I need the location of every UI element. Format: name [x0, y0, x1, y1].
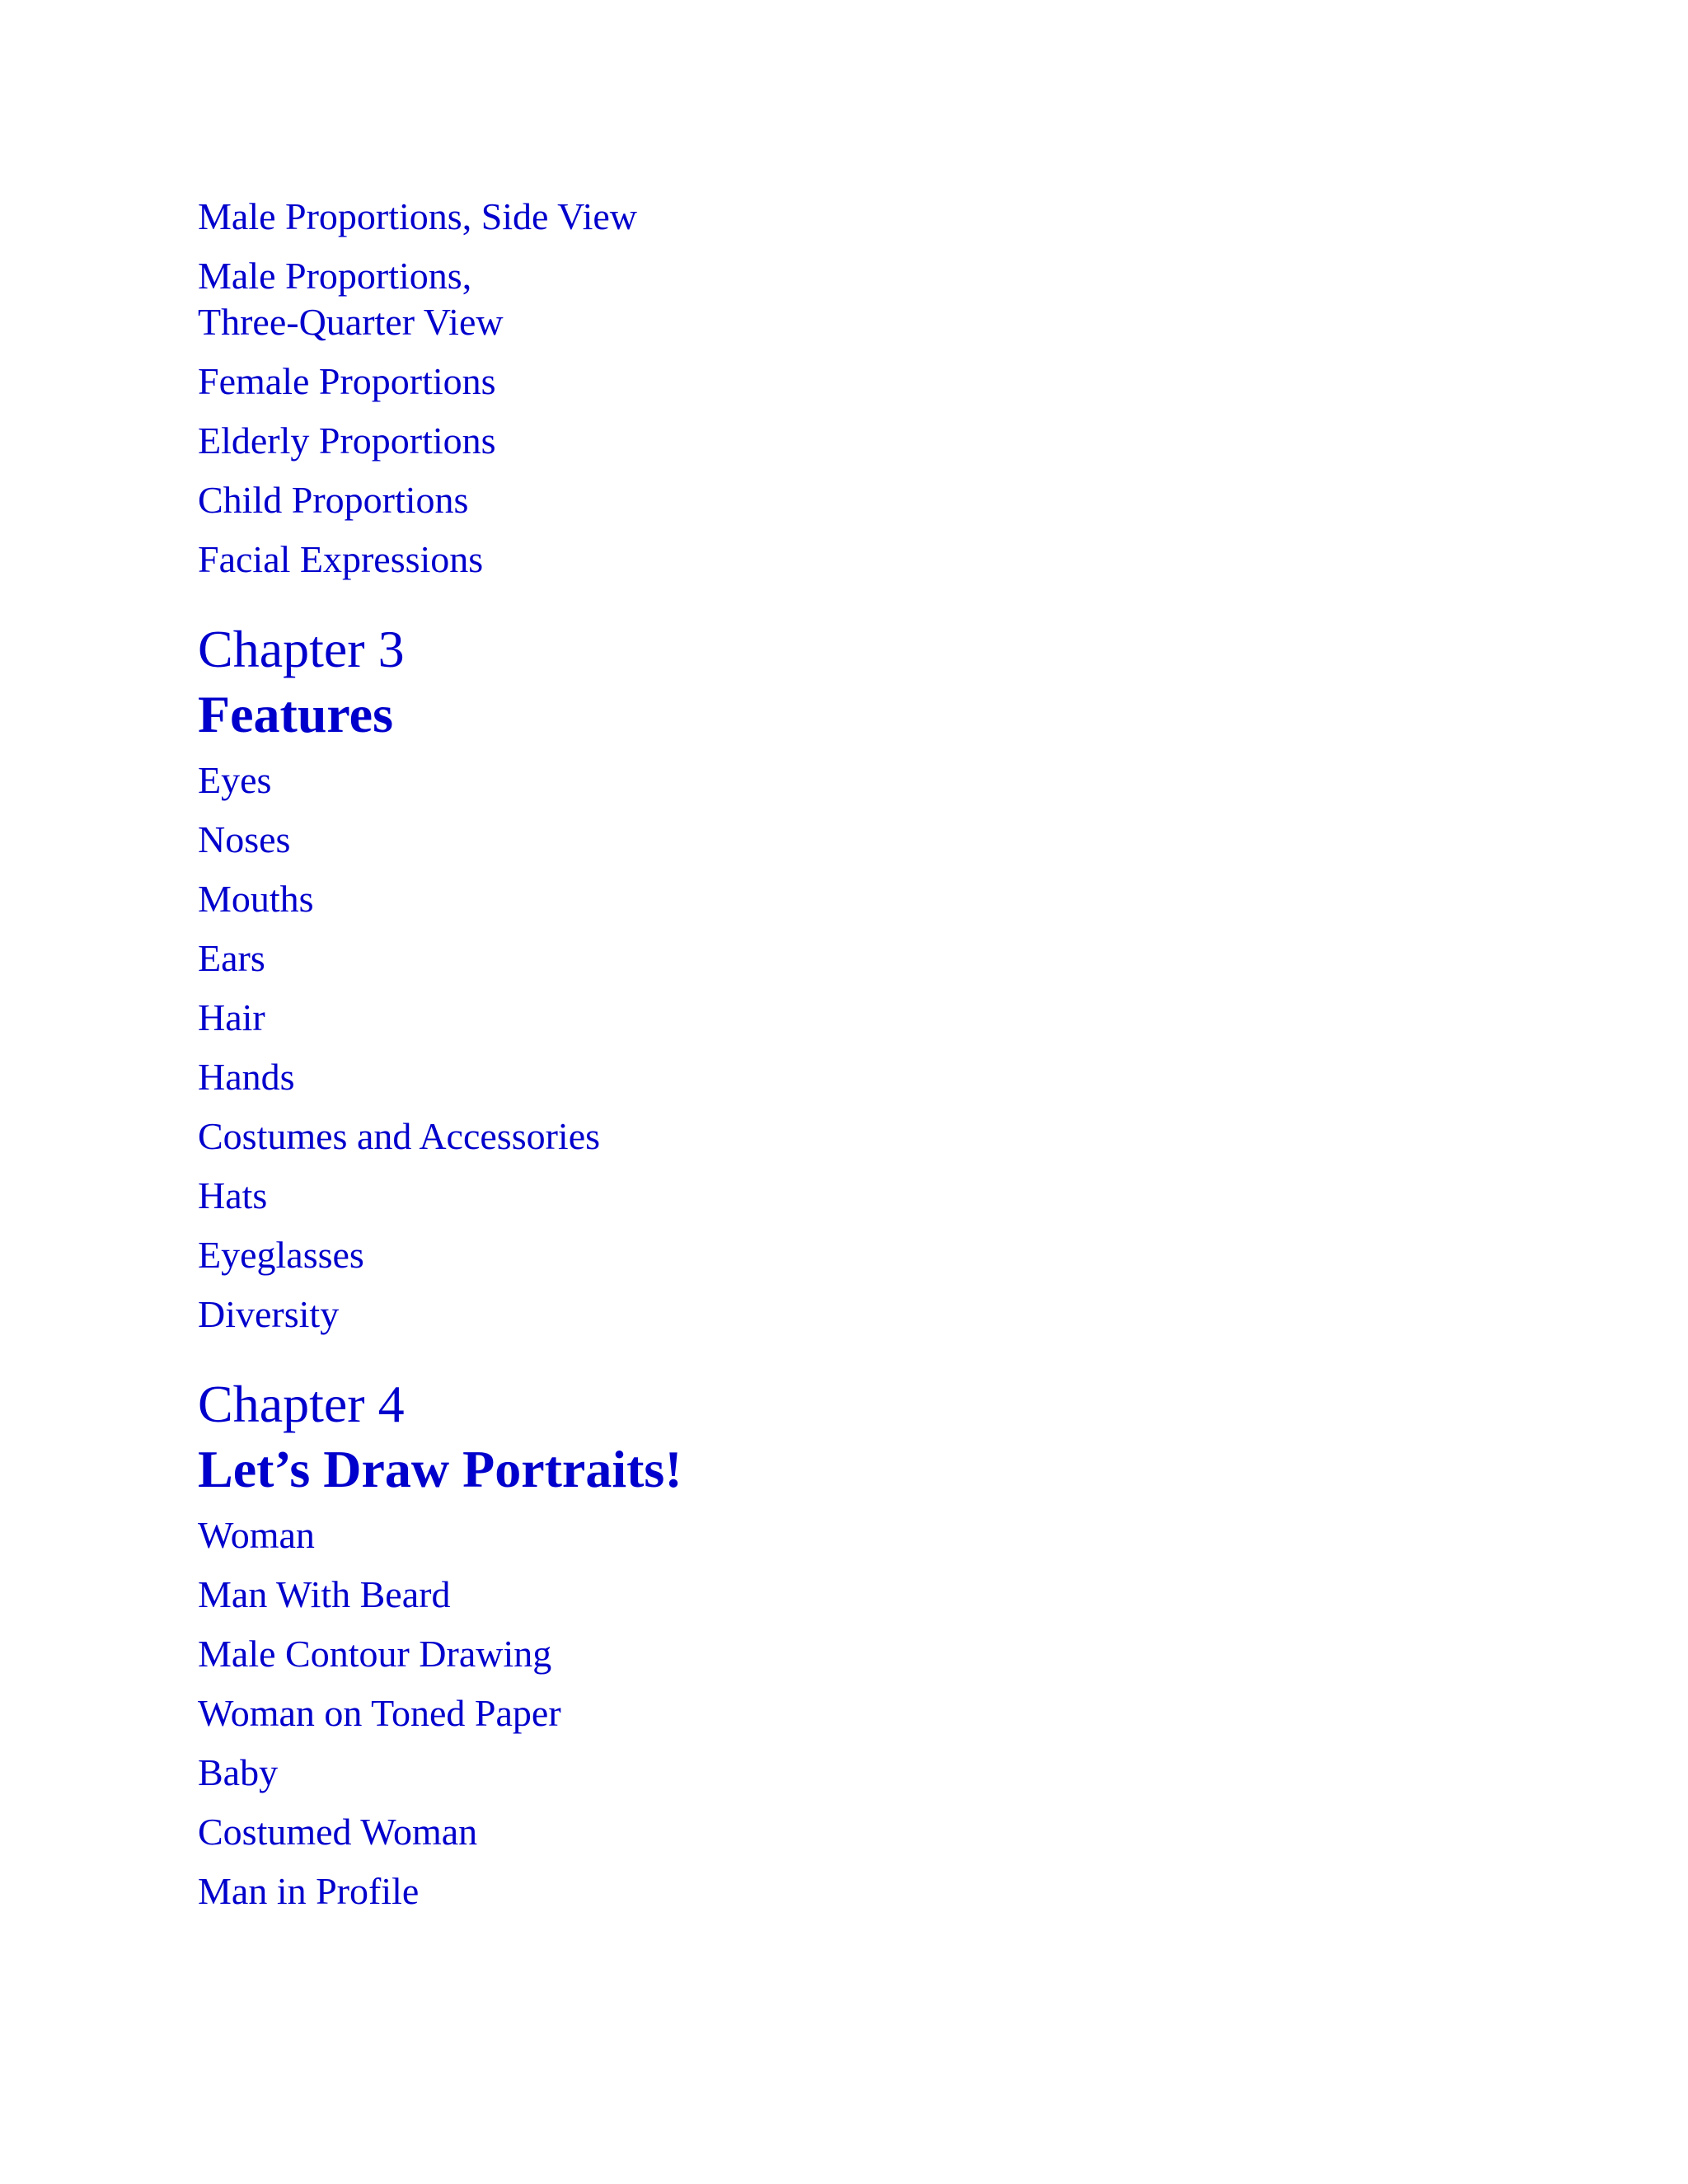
chapter-number-link[interactable]: Chapter 4 — [198, 1375, 405, 1433]
toc-chapter-4 — [198, 1372, 1517, 1915]
table-of-contents — [198, 194, 1517, 1928]
toc-link-male-proportions-side-view[interactable]: Male Proportions, Side View — [198, 195, 638, 237]
chapter-title-link[interactable]: Let’s Draw Portraits! — [198, 1440, 682, 1498]
toc-link-male-proportions-three-quarter-view[interactable] — [198, 253, 1517, 345]
toc-link-hands[interactable]: Hands — [198, 1056, 295, 1098]
toc-link-ears[interactable]: Ears — [198, 937, 265, 979]
toc-chapter-3 — [198, 617, 1517, 1338]
chapter-number-link[interactable]: Chapter 3 — [198, 620, 405, 678]
toc-link-man-in-profile[interactable]: Man in Profile — [198, 1870, 420, 1912]
toc-link-costumed-woman[interactable]: Costumed Woman — [198, 1811, 478, 1853]
toc-link-male-contour-drawing[interactable]: Male Contour Drawing — [198, 1633, 552, 1675]
toc-link-noses[interactable]: Noses — [198, 818, 291, 860]
toc-link-elderly-proportions[interactable]: Elderly Proportions — [198, 419, 496, 462]
toc-link-mouths[interactable]: Mouths — [198, 878, 314, 920]
toc-link-costumes-and-accessories[interactable]: Costumes and Accessories — [198, 1115, 601, 1157]
toc-link-woman-on-toned-paper[interactable]: Woman on Toned Paper — [198, 1692, 561, 1734]
toc-link-baby[interactable]: Baby — [198, 1751, 279, 1793]
toc-link-facial-expressions[interactable]: Facial Expressions — [198, 538, 484, 580]
toc-link-line: Male Proportions, — [198, 255, 472, 297]
toc-link-child-proportions[interactable]: Child Proportions — [198, 479, 469, 521]
toc-link-hats[interactable]: Hats — [198, 1174, 268, 1216]
toc-link-man-with-beard[interactable]: Man With Beard — [198, 1573, 451, 1615]
chapter-title-link[interactable]: Features — [198, 685, 393, 743]
toc-link-eyeglasses[interactable]: Eyeglasses — [198, 1234, 364, 1276]
toc-link-hair[interactable]: Hair — [198, 996, 265, 1038]
toc-link-woman[interactable]: Woman — [198, 1514, 315, 1556]
toc-section-continued — [198, 194, 1517, 583]
toc-link-female-proportions[interactable]: Female Proportions — [198, 360, 496, 402]
toc-link-line: Three-Quarter View — [198, 301, 504, 343]
toc-link-eyes[interactable]: Eyes — [198, 759, 272, 801]
toc-link-diversity[interactable]: Diversity — [198, 1293, 340, 1335]
